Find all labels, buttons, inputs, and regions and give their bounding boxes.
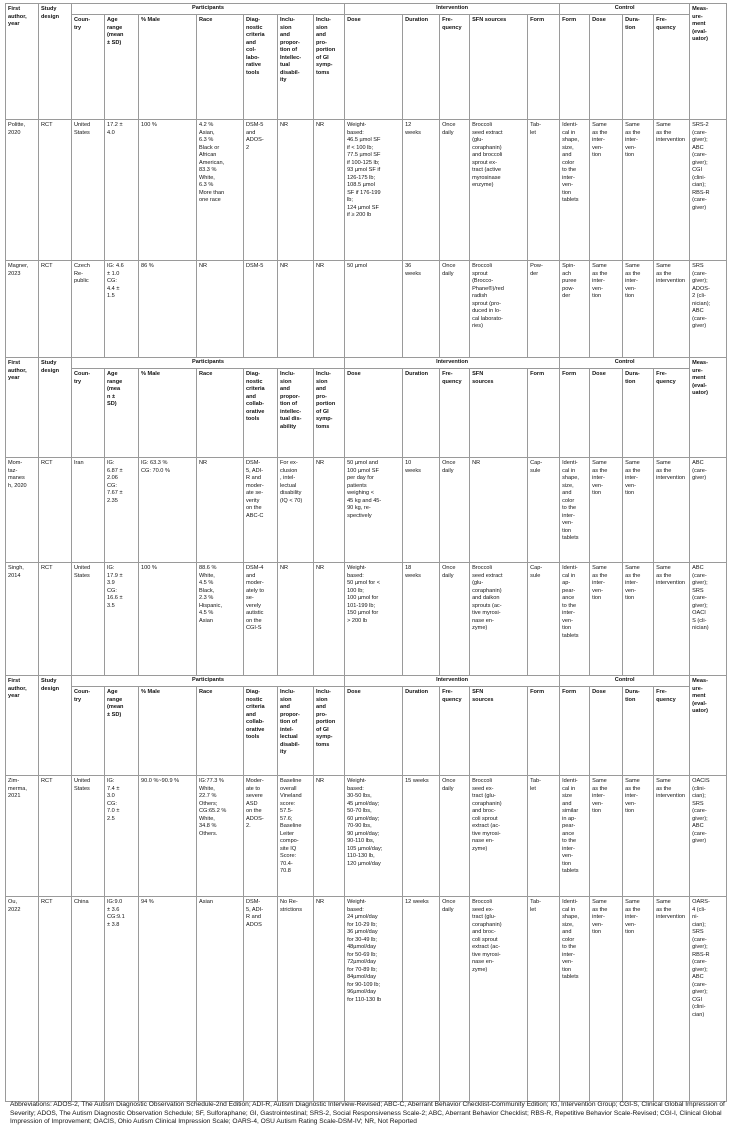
- table-cell: DSM- 5, ADI- R and moder- ate se- verity on the ABC-C: [244, 458, 278, 563]
- table-cell: United States: [72, 563, 105, 676]
- table-cell: NR: [278, 563, 314, 676]
- table-cell: Same as the inter- ven- tion: [623, 897, 654, 1102]
- table-cell: IG:77.3 % White, 22.7 % Others; CG:65.2 % White, 34.8 % Others.: [197, 776, 244, 897]
- table-cell: 17.2 ± 4.0: [105, 120, 139, 261]
- table-cell: Once daily: [440, 897, 470, 1102]
- table-cell: Same as the intervention: [654, 897, 690, 1102]
- column-header: First author, year: [6, 4, 39, 120]
- column-header: Form: [528, 15, 560, 120]
- table-cell: Weight- based: 50 µmol for < 100 lb; 100 µmol for 101-199 lb; 150 µmol for > 200 lb: [345, 563, 403, 676]
- table-cell: NR: [314, 120, 345, 261]
- table-cell: Same as the intervention: [654, 120, 690, 261]
- table-row: [6, 897, 727, 1102]
- table-cell: NR: [314, 897, 345, 1102]
- table-cell: IG: 4.6 ± 1.0 CG: 4.4 ± 1.5: [105, 261, 139, 358]
- table-cell: Singh, 2014: [6, 563, 39, 676]
- table-cell: Iran: [72, 458, 105, 563]
- table-cell: Broccoli seed ex- tract (glu- coraphanin) and broc- coli sprout extract (ac- tive myrosi- nase en- zyme): [470, 776, 528, 897]
- table-cell: Ou, 2022: [6, 897, 39, 1102]
- group-header-intervention: Intervention: [345, 4, 560, 15]
- table-cell: Identi- cal in shape, size, and color to the inter- ven- tion tablets: [560, 120, 590, 261]
- column-header: Meas- ure- ment (eval- uator): [690, 4, 727, 120]
- column-header: Dose: [590, 15, 623, 120]
- column-header: Age range (mean ± SD): [105, 15, 139, 120]
- table-cell: Identi- cal in ap- pear- ance to the inter- ven- tion tablets: [560, 563, 590, 676]
- table-row: [6, 120, 727, 261]
- table-cell: Pow- der: [528, 261, 560, 358]
- table-cell: 36 weeks: [403, 261, 440, 358]
- table-cell: NR: [470, 458, 528, 563]
- table-cell: Identi- cal in size and similar in ap- pear- ance to the inter- ven- tion tablets: [560, 776, 590, 897]
- column-header: Inclu- sion and propor- tion of Intellec- tual disabil- ity: [278, 15, 314, 120]
- column-header: Dose: [345, 369, 403, 458]
- group-header-participants: Participants: [72, 676, 345, 687]
- table-cell: Same as the intervention: [654, 261, 690, 358]
- column-header: Age range (mea n ± SD): [105, 369, 139, 458]
- table-cell: Weight- based: 30-50 lbs, 45 µmol/day; 50-70 lbs, 60 µmol/day; 70-90 lbs, 90 µmol/day; 90-110 lbs, 105 µmol/day; 110-130 lb, 120 µmol/day: [345, 776, 403, 897]
- table-cell: Once daily: [440, 261, 470, 358]
- table-cell: Tab- let: [528, 120, 560, 261]
- table-cell: SRS-2 (care- giver); ABC (care- giver); CGI (clini- cian); RBS-R (care- giver): [690, 120, 727, 261]
- table-row: [6, 776, 727, 897]
- table-cell: RCT: [39, 261, 72, 358]
- table-cell: NR: [314, 458, 345, 563]
- column-header: % Male: [139, 369, 197, 458]
- group-header-intervention: Intervention: [345, 676, 560, 687]
- table-cell: Same as the inter- ven- tion: [623, 776, 654, 897]
- column-header: Form: [528, 369, 560, 458]
- table-cell: OACIS (clini- cian); SRS (care- giver); ABC (care- giver): [690, 776, 727, 897]
- table-cell: 18 weeks: [403, 563, 440, 676]
- table-cell: Cap- sule: [528, 458, 560, 563]
- table-cell: 12 weeks: [403, 120, 440, 261]
- table-cell: IG: 7.4 ± 3.0 CG: 7.0 ± 2.5: [105, 776, 139, 897]
- column-header: Dura- tion: [623, 369, 654, 458]
- table-cell: No Re- strictions: [278, 897, 314, 1102]
- table-cell: 50 µmol: [345, 261, 403, 358]
- column-header: Fre- quency: [440, 15, 470, 120]
- column-header: Fre- quency: [440, 687, 470, 776]
- column-header: Coun- try: [72, 369, 105, 458]
- column-header: Age range (mean ± SD): [105, 687, 139, 776]
- column-header: Race: [197, 15, 244, 120]
- document-page: [5, 3, 726, 1126]
- table-cell: Same as the inter- ven- tion: [623, 563, 654, 676]
- column-header: Duration: [403, 369, 440, 458]
- table-cell: 10 weeks: [403, 458, 440, 563]
- table-cell: Weight- based: 46.5 µmol SF if < 100 lb; 77.5 µmol SF if 100-125 lb; 93 µmol SF if 126-175 lb; 108.5 µmol SF if 176-199 lb; 124 µmol SF if ≥ 200 lb: [345, 120, 403, 261]
- column-header: Inclu- sion and pro- portion of GI symp- toms: [314, 15, 345, 120]
- table-cell: Politte, 2020: [6, 120, 39, 261]
- table-cell: DSM-4 and moder- ately to se- verely autistic on the CGI-S: [244, 563, 278, 676]
- column-header: Fre- quency: [440, 369, 470, 458]
- section-header-row: [6, 4, 727, 15]
- table-cell: 12 weeks: [403, 897, 440, 1102]
- table-body: [6, 4, 727, 1102]
- table-cell: Zim- merma, 2021: [6, 776, 39, 897]
- column-header: Form: [560, 369, 590, 458]
- table-cell: Once daily: [440, 120, 470, 261]
- table-cell: RCT: [39, 120, 72, 261]
- table-cell: Broccoli sprout (Brocco- Phane®)/red radish sprout (pro- duced in lo- cal laborato- ries): [470, 261, 528, 358]
- table-cell: NR: [197, 458, 244, 563]
- column-header: Inclu- sion and pro- portion of GI symp- toms: [314, 369, 345, 458]
- column-header: Inclu- sion and propor- tion of intellec- tual dis- ability: [278, 369, 314, 458]
- table-cell: ABC (care- giver): [690, 458, 727, 563]
- table-cell: ABC (care- giver); SRS (care- giver); OACI S (cli- nician): [690, 563, 727, 676]
- table-cell: Same as the inter- ven- tion: [590, 261, 623, 358]
- column-header: First author, year: [6, 676, 39, 776]
- table-cell: 86 %: [139, 261, 197, 358]
- sub-header-row: [6, 15, 727, 120]
- table-cell: Same as the inter- ven- tion: [590, 897, 623, 1102]
- table-cell: OARS- 4 (cli- ni- cian); SRS (care- giver); RBS-R (care- giver); ABC (care- giver); CGI (clini- cian): [690, 897, 727, 1102]
- column-header: Meas- ure- ment (eval- uator): [690, 358, 727, 458]
- column-header: Form: [528, 687, 560, 776]
- table-cell: Tab- let: [528, 776, 560, 897]
- table-cell: NR: [314, 776, 345, 897]
- table-cell: 50 µmol and 100 µmol SF per day for patients weighing < 45 kg and 45- 90 kg, re- spectively: [345, 458, 403, 563]
- table-cell: Asian: [197, 897, 244, 1102]
- column-header: Form: [560, 687, 590, 776]
- column-header: Study design: [39, 4, 72, 120]
- column-header: Duration: [403, 15, 440, 120]
- table-cell: Same as the inter- ven- tion: [623, 458, 654, 563]
- study-characteristics-table: [5, 3, 727, 1102]
- table-cell: Tab- let: [528, 897, 560, 1102]
- table-cell: NR: [314, 563, 345, 676]
- table-cell: China: [72, 897, 105, 1102]
- sub-header-row: [6, 369, 727, 458]
- table-cell: Same as the intervention: [654, 563, 690, 676]
- column-header: Meas- ure- ment (eval- uator): [690, 676, 727, 776]
- table-cell: Broccoli seed extract (glu- coraphanin) and daikon sprouts (ac- tive myrosi- nase en- zyme): [470, 563, 528, 676]
- column-header: Fre- quency: [654, 687, 690, 776]
- column-header: Study design: [39, 676, 72, 776]
- column-header: Race: [197, 687, 244, 776]
- column-header: Dose: [345, 15, 403, 120]
- table-cell: Magner, 2023: [6, 261, 39, 358]
- abbreviations-note: Abbreviations: ADOS-2, The Autism Diagnostic Observation Schedule-2nd Edition; ADI-R, Autism Diagnostic Interview-Revised; ABC-C, Aberrant Behavior Checklist-Community Edition; IG, Intervention Group; CGI-S, Clinical Global Impression of Severity; ADOS, The Autism Diagnostic Observation Schedule; SF, Sulforaphane; GI, Gastrointestinal; SRS-2, Social Responsiveness Scale-2; ABC, Aberrant Behavior Checklist; RBS-R, Repetitive Behavior Scale-Revised; CGI-I, Clinical Global Impression of Improvement; OACIS, Ohio Autism Clinical Impression Scale; OARS-4, OSU Autism Rating Scale-DSM-IV; NR, Not Reported: [10, 1101, 725, 1126]
- table-cell: Spin- ach puree pow- der: [560, 261, 590, 358]
- sub-header-row: [6, 687, 727, 776]
- column-header: Dose: [590, 687, 623, 776]
- section-header-row: [6, 358, 727, 369]
- table-cell: 100 %: [139, 120, 197, 261]
- column-header: Dura- tion: [623, 15, 654, 120]
- table-cell: NR: [278, 261, 314, 358]
- column-header: Coun- try: [72, 15, 105, 120]
- group-header-control: Control: [560, 358, 690, 369]
- table-cell: NR: [197, 261, 244, 358]
- table-cell: 94 %: [139, 897, 197, 1102]
- column-header: Diag- nostic criteria and collab- orative tools: [244, 687, 278, 776]
- column-header: SFN sources: [470, 687, 528, 776]
- table-cell: IG: 17.9 ± 3.9 CG: 16.6 ± 3.5: [105, 563, 139, 676]
- column-header: First author, year: [6, 358, 39, 458]
- table-cell: 4.2 % Asian, 6.3 % Black or African American, 83.3 % White, 6.3 % More than one race: [197, 120, 244, 261]
- table-cell: 88.6 % White, 4.5 % Black, 2.3 % Hispanic, 4.5 % Asian: [197, 563, 244, 676]
- column-header: % Male: [139, 15, 197, 120]
- table-cell: IG:9.0 ± 3.6 CG:9.1 ± 3.8: [105, 897, 139, 1102]
- group-header-control: Control: [560, 4, 690, 15]
- table-cell: DSM-5 and ADOS- 2: [244, 120, 278, 261]
- table-cell: Same as the inter- ven- tion: [590, 120, 623, 261]
- group-header-intervention: Intervention: [345, 358, 560, 369]
- column-header: Fre- quency: [654, 15, 690, 120]
- section-header-row: [6, 676, 727, 687]
- column-header: Diag- nostic criteria and collab- orative tools: [244, 369, 278, 458]
- column-header: Duration: [403, 687, 440, 776]
- table-cell: RCT: [39, 776, 72, 897]
- table-cell: Mom- taz- manes h, 2020: [6, 458, 39, 563]
- table-cell: Once daily: [440, 458, 470, 563]
- column-header: Inclu- sion and propor- tion of intel- lectual disabil- ity: [278, 687, 314, 776]
- table-cell: NR: [314, 261, 345, 358]
- column-header: Dura- tion: [623, 687, 654, 776]
- table-cell: Broccoli seed ex- tract (glu- coraphanin) and broc- coli sprout extract (ac- tive myrosi- nase en- zyme): [470, 897, 528, 1102]
- column-header: Inclu- sion and pro- portion of GI symp- toms: [314, 687, 345, 776]
- column-header: Diag- nostic criteria and col- labo- rative tools: [244, 15, 278, 120]
- column-header: Dose: [590, 369, 623, 458]
- table-cell: Same as the inter- ven- tion: [623, 120, 654, 261]
- table-cell: Same as the inter- ven- tion: [590, 563, 623, 676]
- column-header: Form: [560, 15, 590, 120]
- table-cell: Identi- cal in shape, size, and color to the inter- ven- tion tablets: [560, 458, 590, 563]
- table-row: [6, 458, 727, 563]
- table-row: [6, 261, 727, 358]
- group-header-participants: Participants: [72, 358, 345, 369]
- group-header-participants: Participants: [72, 4, 345, 15]
- table-cell: Moder- ate to severe ASD on the ADOS- 2.: [244, 776, 278, 897]
- table-cell: NR: [278, 120, 314, 261]
- table-cell: Czech Re- public: [72, 261, 105, 358]
- column-header: Dose: [345, 687, 403, 776]
- column-header: SFN sources: [470, 15, 528, 120]
- table-cell: Same as the intervention: [654, 776, 690, 897]
- table-cell: 100 %: [139, 563, 197, 676]
- table-cell: Baseline overall Vineland score: 57.5- 57.6; Baseline Leiter compo- site IQ Score: 70.4- 70.8: [278, 776, 314, 897]
- table-cell: 90.0 %~90.9 %: [139, 776, 197, 897]
- column-header: SFN sources: [470, 369, 528, 458]
- table-cell: Weight- based: 24 µmol/day for 10-29 lb; 36 µmol/day for 30-49 lb; 48µmol/day for 50-69 lb; 72µmol/day for 70-89 lb; 84µmol/day for 90-109 lb; 96µmol/day for 110-130 lb: [345, 897, 403, 1102]
- table-cell: RCT: [39, 563, 72, 676]
- table-cell: IG: 6.87 ± 2.06 CG: 7.67 ± 2.35: [105, 458, 139, 563]
- table-cell: Same as the inter- ven- tion: [590, 776, 623, 897]
- table-cell: DSM-5: [244, 261, 278, 358]
- table-cell: Once daily: [440, 776, 470, 897]
- column-header: % Male: [139, 687, 197, 776]
- group-header-control: Control: [560, 676, 690, 687]
- table-cell: DSM- 5, ADI- R and ADOS: [244, 897, 278, 1102]
- column-header: Fre- quency: [654, 369, 690, 458]
- column-header: Race: [197, 369, 244, 458]
- table-cell: SRS (care- giver); ADOS- 2 (cli- nician); ABC (care- giver): [690, 261, 727, 358]
- table-cell: IG: 63.3 % CG: 70.0 %: [139, 458, 197, 563]
- table-cell: Once daily: [440, 563, 470, 676]
- table-cell: Same as the inter- ven- tion: [623, 261, 654, 358]
- table-cell: United States: [72, 120, 105, 261]
- column-header: Coun- try: [72, 687, 105, 776]
- table-cell: United States: [72, 776, 105, 897]
- table-cell: Broccoli seed extract (glu- coraphanin) and broccoli sprout ex- tract (active myrosinase enzyme): [470, 120, 528, 261]
- column-header: Study design: [39, 358, 72, 458]
- table-cell: For ex- clusion , intel- lectual disability (IQ < 70): [278, 458, 314, 563]
- table-row: [6, 563, 727, 676]
- table-cell: 15 weeks: [403, 776, 440, 897]
- table-cell: RCT: [39, 897, 72, 1102]
- table-cell: Same as the intervention: [654, 458, 690, 563]
- table-cell: Identi- cal in shape, size, and color to the inter- ven- tion tablets: [560, 897, 590, 1102]
- table-cell: Cap- sule: [528, 563, 560, 676]
- table-cell: RCT: [39, 458, 72, 563]
- table-cell: Same as the inter- ven- tion: [590, 458, 623, 563]
